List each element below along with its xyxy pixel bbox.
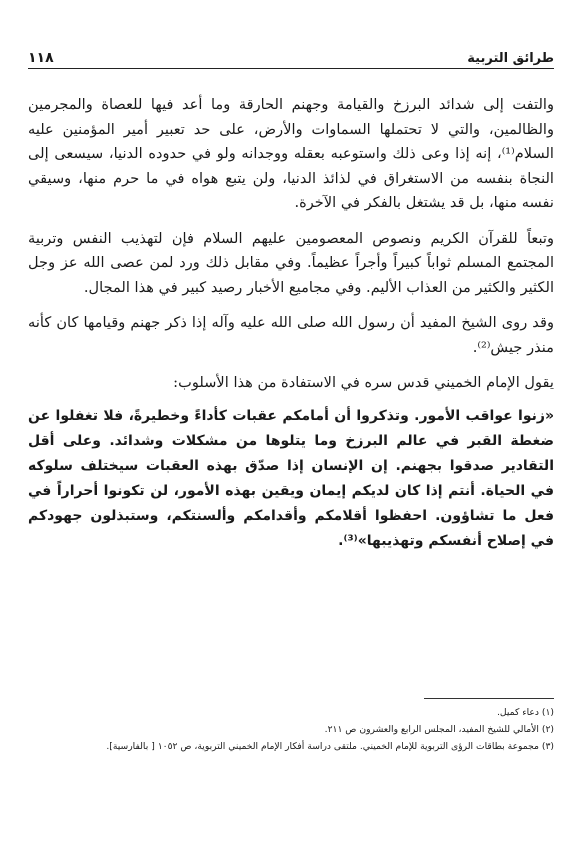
page-body xyxy=(28,93,554,554)
page-header xyxy=(28,50,554,69)
paragraph-1: والتفت إلى شدائد البرزخ والقيامة وجهنم الحارقة وما أعد فيها للعصاة والمجرمين والظالمين، والتي لا تحتملها السماوات والأرض، على حد تعبير أمير المؤمنين عليه السلام⁽¹⁾، إنه إذا وعى ذلك واستوعبه بعقله ووجدانه ولو في حدوده الدنيا، سيسعى إلى النجاة بنفسه من الاستغراق في لذائذ الدنيا، ولن يتبع هواه في ما حرم منها، وسيقي نفسه منها، بل قد يشتغل بالفكر في الآخرة. xyxy=(28,96,554,211)
page-number: ١١٨ xyxy=(28,50,54,66)
paragraph-4: يقول الإمام الخميني قدس سره في الاستفادة من هذا الأسلوب: xyxy=(173,374,554,391)
footnote-2: (٢) الأمالي للشيخ المفيد، المجلس الرابع والعشرون ص ٢١١. xyxy=(324,724,554,735)
quoted-passage: «زنوا عواقب الأمور. وتذكروا أن أمامكم عقبات كأداءً وخطيرةً، فلا تغفلوا عن ضغطة القبر في عالم البرزخ وما يتلوها من مشكلات وشدائد. وعلى أقل التقادير صدقوا بجهنم. إن الإنسان إذا صدّق بهذه العقبات سيختلف سلوكه في الحياة. أنتم إذا كان لديكم إيمان ويقين بهذه الأمور، لن تكونوا أحراراً في فعل ما تشاؤون. احفظوا أقلامكم وأقدامكم وألسنتكم، وستبذلون جهودكم في إصلاح أنفسكم وتهذيبها»⁽³⁾. xyxy=(28,407,554,549)
paragraph-3: وقد روى الشيخ المفيد أن رسول الله صلى الله عليه وآله إذا ذكر جهنم وقيامها كان كأنه منذر جيش⁽²⁾. xyxy=(28,314,554,356)
paragraph-2: وتبعاً للقرآن الكريم ونصوص المعصومين عليهم السلام فإن لتهذيب النفس وتربية المجتمع المسلم ثواباً كبيراً وأجراً عظيماً. وفي مقابل ذلك ورد لمن عصى الله عز وجل الكثير والكثير من العذاب الأليم. وفي مجاميع الأخبار رصيد كبير في هذا المجال. xyxy=(28,229,554,296)
footnote-divider xyxy=(424,698,554,699)
running-title: طرائق التربية xyxy=(467,51,554,66)
footnote-1: (١) دعاء كميل. xyxy=(497,707,554,718)
footnotes xyxy=(28,704,554,755)
footnote-3: (٣) مجموعة بطاقات الرؤى التربوية للإمام الخميني. ملتقى دراسة أفكار الإمام الخميني التربوية، ص ١٠٥٢ [ بالفارسية]. xyxy=(106,741,554,752)
